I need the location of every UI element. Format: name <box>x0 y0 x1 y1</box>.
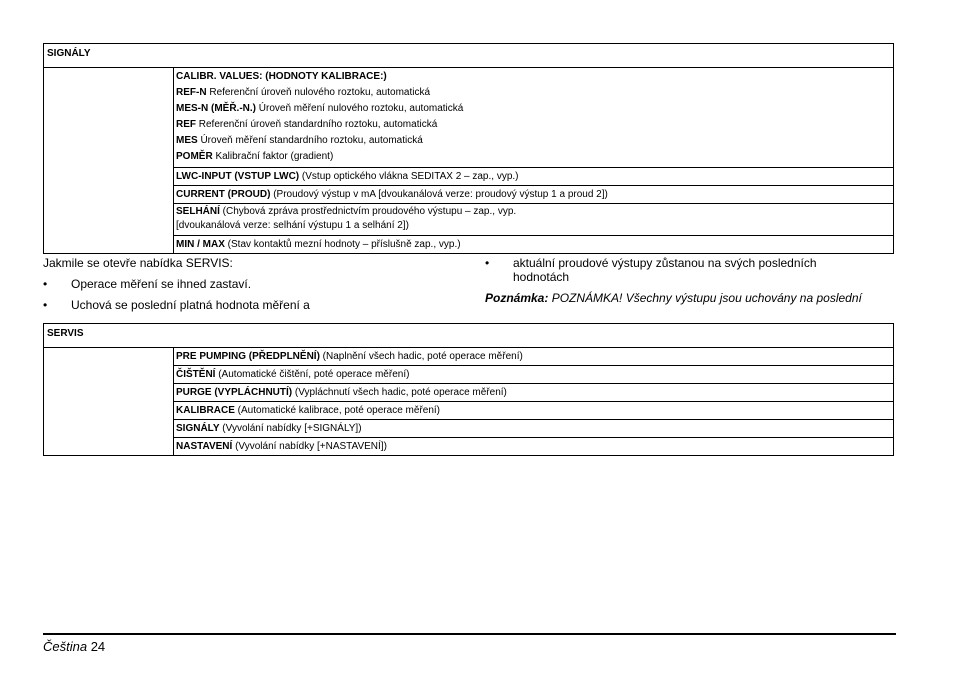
bullet-item: • Uchová se poslední platná hodnota měření a <box>43 298 310 312</box>
servis-intro: Jakmile se otevře nabídka SERVIS: <box>43 256 233 270</box>
calibration-row: REF-N Referenční úroveň nulového roztoku, automatická <box>176 87 431 98</box>
footer-rule <box>43 633 896 635</box>
bullet-dot: • <box>43 298 48 312</box>
signaly-table-title: SIGNÁLY <box>44 44 893 68</box>
calibration-row: REF Referenční úroveň standardního roztoku, automatická <box>176 119 438 130</box>
signaly-left-cell <box>44 68 174 253</box>
selhani-row: SELHÁNÍ (Chybová zpráva prostřednictvím proudového výstupu – zap., vyp. [dvoukanálová verze: selhání výstupu 1 a selhání 2]) <box>174 203 893 235</box>
current-row: CURRENT (PROUD) (Proudový výstup v mA [dvoukanálová verze: proudový výstup 1 a proud 2]) <box>174 185 893 203</box>
bullet-dot: • <box>485 256 490 270</box>
bullet-item: • aktuální proudové výstupy zůstanou na svých posledních hodnotách <box>485 256 817 284</box>
bullet-dot: • <box>43 277 48 291</box>
servis-row: SIGNÁLY (Vyvolání nabídky [+SIGNÁLY]) <box>174 419 893 437</box>
servis-row: PURGE (VYPLÁCHNUTÍ) (Vypláchnutí všech hadic, poté operace měření) <box>174 383 893 401</box>
servis-left-cell <box>44 348 174 455</box>
servis-table-title: SERVIS <box>44 324 893 348</box>
signaly-table <box>43 43 894 254</box>
calibration-row: POMĚR Kalibrační faktor (gradient) <box>176 151 334 162</box>
note-paragraph: Poznámka: POZNÁMKA! Všechny výstupu jsou uchovány na poslední <box>485 291 862 305</box>
calibration-row: CALIBR. VALUES: (HODNOTY KALIBRACE:) <box>176 71 387 82</box>
servis-table <box>43 323 894 456</box>
page-number: 24 <box>87 639 106 654</box>
servis-row: PRE PUMPING (PŘEDPLNĚNÍ) (Naplnění všech hadic, poté operace měření) <box>176 351 523 362</box>
servis-row: ČIŠTĚNÍ (Automatické čištění, poté operace měření) <box>174 365 893 383</box>
servis-row: NASTAVENÍ (Vyvolání nabídky [+NASTAVENÍ]) <box>174 437 893 455</box>
bullet-item: • Operace měření se ihned zastaví. <box>43 277 252 291</box>
lwc-input-row: LWC-INPUT (VSTUP LWC) (Vstup optického vlákna SEDITAX 2 – zap., vyp.) <box>174 167 893 185</box>
footer-language: Čeština <box>43 639 88 654</box>
min-max-row: MIN / MAX (Stav kontaktů mezní hodnoty – příslušně zap., vyp.) <box>174 235 893 253</box>
calibration-values-cell <box>174 68 893 167</box>
note-label: Poznámka: <box>485 291 549 305</box>
page-footer <box>43 639 105 654</box>
servis-row: KALIBRACE (Automatické kalibrace, poté operace měření) <box>174 401 893 419</box>
calibration-row: MES Úroveň měření standardního roztoku, automatická <box>176 135 423 146</box>
calibration-row: MES-N (MĚŘ.-N.) Úroveň měření nulového roztoku, automatická <box>176 103 464 114</box>
